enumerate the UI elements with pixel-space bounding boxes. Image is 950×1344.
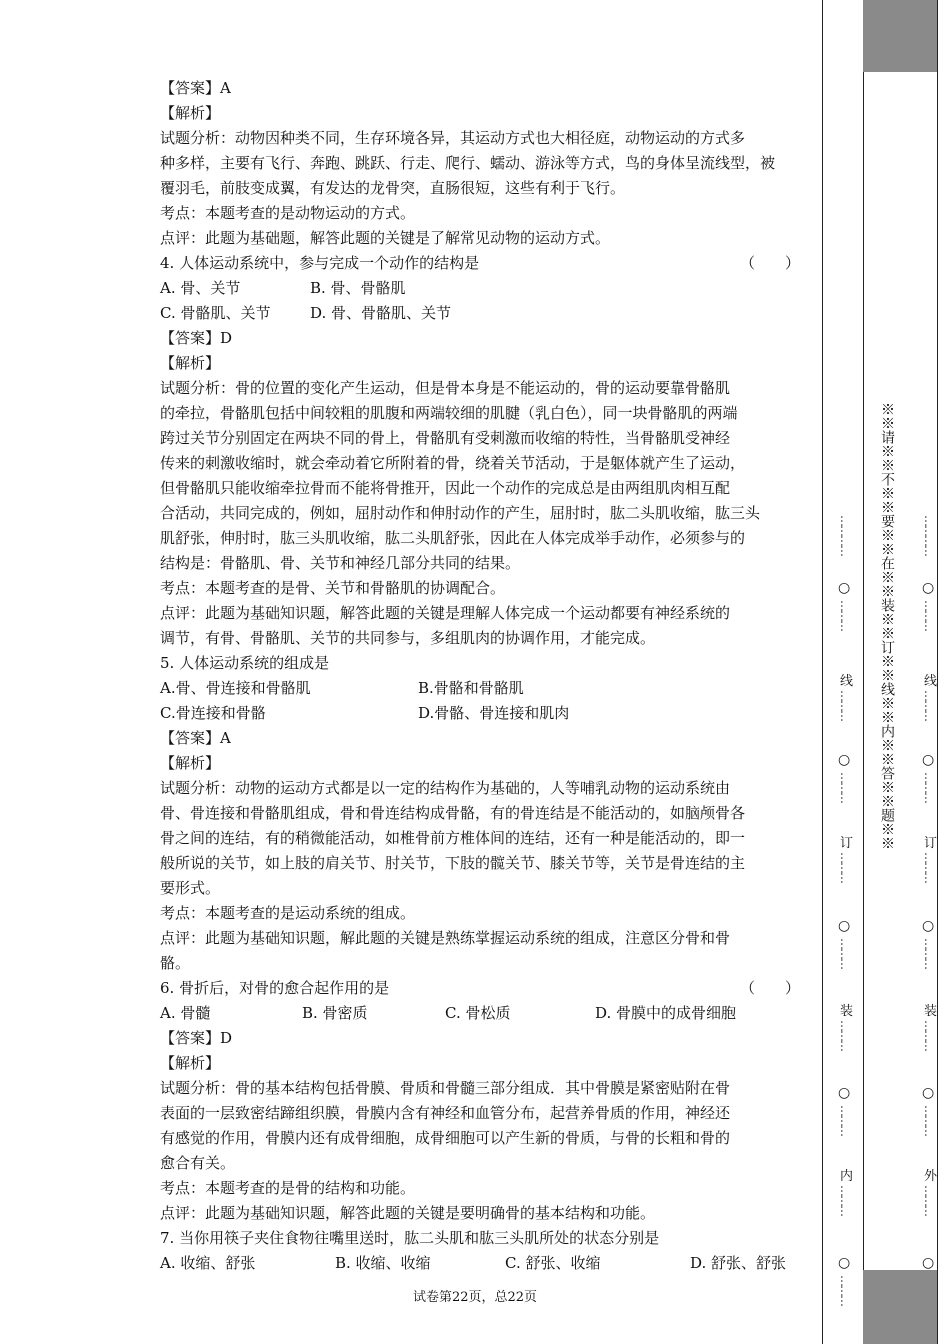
analysis-heading: 【解析】 xyxy=(160,1054,221,1072)
circle-mark: ○ xyxy=(922,1255,935,1271)
analysis-heading: 【解析】 xyxy=(160,754,221,772)
analysis-text: 肌舒张，伸肘时，肱三头肌收缩，肱二头肌舒张，因此在人体完成举手动作，必须参与的 xyxy=(160,529,746,547)
dotted-segment: ……… xyxy=(838,1105,852,1135)
inner-label-xian: 线 xyxy=(840,674,854,689)
dotted-segment: ……… xyxy=(922,1185,936,1215)
analysis-text: 试题分析：动物的运动方式都是以一定的结构作为基础的，人等哺乳动物的运动系统由 xyxy=(160,779,731,797)
circle-mark: ○ xyxy=(922,1085,935,1101)
analysis-text: 种多样，主要有飞行、奔跑、跳跃、行走、爬行、蠕动、游泳等方式，鸟的身体呈流线型，被 xyxy=(160,154,776,172)
document-body xyxy=(160,76,800,1276)
dotted-segment: ……… xyxy=(922,938,936,968)
circle-mark: ○ xyxy=(922,752,935,768)
dotted-segment: ……… xyxy=(922,852,936,882)
option-a: A. 骨、关节 xyxy=(160,279,241,297)
dotted-segment: ………… xyxy=(922,515,936,555)
inner-label-ding: 订 xyxy=(840,836,854,851)
answer-line: 【答案】D xyxy=(160,329,233,347)
dotted-segment: ……… xyxy=(838,852,852,882)
dianping-line: 点评：此题为基础知识题，解答此题的关键是要明确骨的基本结构和功能。 xyxy=(160,1204,656,1222)
binding-gray-bottom xyxy=(863,1270,937,1344)
kaodian-line: 考点：本题考查的是动物运动的方式。 xyxy=(160,204,416,222)
option-a: A. 骨髓 xyxy=(160,1004,211,1022)
inner-label-nei: 内 xyxy=(840,1169,854,1184)
analysis-text: 骨、骨连接和骨骼肌组成，骨和骨连结构成骨骼，有的骨连结是不能活动的，如脑颅骨各 xyxy=(160,804,746,822)
binding-notice: ※※请※※不※※要※※在※※装※※订※※线※※内※※答※※题※※ xyxy=(879,402,895,850)
q4-options-row2 xyxy=(160,301,800,326)
circle-mark: ○ xyxy=(838,918,851,934)
analysis-text: 试题分析：骨的基本结构包括骨膜、骨质和骨髓三部分组成．其中骨膜是紧密贴附在骨 xyxy=(160,1079,731,1097)
option-d: D. 骨、骨骼肌、关节 xyxy=(310,304,452,322)
answer-line: 【答案】D xyxy=(160,1029,233,1047)
option-b: B.骨骼和骨骼肌 xyxy=(418,679,524,697)
outer-label-xian: 线 xyxy=(924,674,938,689)
option-a: A. 收缩、舒张 xyxy=(160,1254,256,1272)
question-6-stem xyxy=(160,976,800,1001)
option-c: C. 骨骼肌、关节 xyxy=(160,304,271,322)
analysis-heading: 【解析】 xyxy=(160,354,221,372)
option-d: D. 骨膜中的成骨细胞 xyxy=(595,1004,737,1022)
binding-border-left xyxy=(822,0,823,1344)
q4-options-row1 xyxy=(160,276,800,301)
option-d: D.骨骼、骨连接和肌肉 xyxy=(418,704,570,722)
kaodian-line: 考点：本题考查的是骨、关节和骨骼肌的协调配合。 xyxy=(160,579,506,597)
dotted-segment: ……… xyxy=(838,600,852,630)
circle-mark: ○ xyxy=(922,918,935,934)
option-c: C.骨连接和骨骼 xyxy=(160,704,266,722)
option-d: D. 舒张、舒张 xyxy=(690,1254,787,1272)
question-7-stem: 7. 当你用筷子夹住食物往嘴里送时，肱二头肌和肱三头肌所处的状态分别是 xyxy=(160,1229,660,1247)
option-b: B. 骨密质 xyxy=(302,1004,368,1022)
analysis-text: 试题分析：骨的位置的变化产生运动，但是骨本身是不能运动的，骨的运动要靠骨骼肌 xyxy=(160,379,731,397)
dotted-segment: ……… xyxy=(838,1185,852,1215)
option-b: B. 收缩、收缩 xyxy=(335,1254,431,1272)
dotted-segment: ……… xyxy=(838,938,852,968)
inner-label-zhuang: 装 xyxy=(840,1004,854,1019)
analysis-text: 骨之间的连结，有的稍微能活动，如椎骨前方椎体间的连结，还有一种是能活动的，即一 xyxy=(160,829,746,847)
q7-options xyxy=(160,1251,800,1276)
option-b: B. 骨、骨骼肌 xyxy=(310,279,406,297)
kaodian-line: 考点：本题考查的是骨的结构和功能。 xyxy=(160,1179,416,1197)
binding-gray-top xyxy=(863,0,937,72)
analysis-text: 有感觉的作用，骨膜内还有成骨细胞，成骨细胞可以产生新的骨质，与骨的长粗和骨的 xyxy=(160,1129,731,1147)
question-stem: 6. 骨折后，对骨的愈合起作用的是 xyxy=(160,979,390,997)
analysis-heading: 【解析】 xyxy=(160,104,221,122)
option-c: C. 舒张、收缩 xyxy=(505,1254,601,1272)
analysis-text: 要形式。 xyxy=(160,879,221,897)
analysis-text: 表面的一层致密结蹄组织膜，骨膜内含有神经和血管分布，起营养骨质的作用，神经还 xyxy=(160,1104,731,1122)
answer-line: 【答案】A xyxy=(160,729,231,747)
dotted-segment: ……… xyxy=(922,1020,936,1050)
analysis-text: 跨过关节分别固定在两块不同的骨上，骨骼肌有受刺激而收缩的特性，当骨骼肌受神经 xyxy=(160,429,731,447)
dianping-line: 骼。 xyxy=(160,954,191,972)
q5-options-row1 xyxy=(160,676,800,701)
binding-border-right xyxy=(937,0,938,1344)
option-a: A.骨、骨连接和骨骼肌 xyxy=(160,679,311,697)
dianping-line: 点评：此题为基础题，解答此题的关键是了解常见动物的运动方式。 xyxy=(160,229,611,247)
dianping-line: 点评：此题为基础知识题，解答此题的关键是理解人体完成一个运动都要有神经系统的 xyxy=(160,604,731,622)
circle-mark: ○ xyxy=(838,1255,851,1271)
binding-border-mid xyxy=(863,0,864,1344)
option-c: C. 骨松质 xyxy=(445,1004,511,1022)
dotted-segment: ……… xyxy=(838,690,852,720)
circle-mark: ○ xyxy=(922,580,935,596)
q5-options-row2 xyxy=(160,701,800,726)
outer-label-ding: 订 xyxy=(924,836,938,851)
dotted-segment: ……… xyxy=(922,1105,936,1135)
kaodian-line: 考点：本题考查的是运动系统的组成。 xyxy=(160,904,416,922)
answer-paren: （ ） xyxy=(740,254,801,272)
question-4-stem xyxy=(160,251,800,276)
dianping-line: 点评：此题为基础知识题，解此题的关键是熟练掌握运动系统的组成，注意区分骨和骨 xyxy=(160,929,731,947)
dianping-line: 调节，有骨、骨骼肌、关节的共同参与，多组肌肉的协调作用，才能完成。 xyxy=(160,629,656,647)
dotted-segment: ………… xyxy=(838,515,852,555)
answer-line: 【答案】A xyxy=(160,79,231,97)
circle-mark: ○ xyxy=(838,580,851,596)
circle-mark: ○ xyxy=(838,1085,851,1101)
page-footer: 试卷第22页，总22页 xyxy=(412,1290,538,1305)
dotted-segment: ……… xyxy=(922,690,936,720)
circle-mark: ○ xyxy=(838,752,851,768)
analysis-text: 结构是：骨骼肌、骨、关节和神经几部分共同的结果。 xyxy=(160,554,521,572)
dotted-segment: ……… xyxy=(922,600,936,630)
analysis-text: 般所说的关节，如上肢的肩关节、肘关节，下肢的髋关节、膝关节等，关节是骨连结的主 xyxy=(160,854,746,872)
outer-label-zhuang: 装 xyxy=(924,1004,938,1019)
analysis-text: 的牵拉，骨骼肌包括中间较粗的肌腹和两端较细的肌腱（乳白色），同一块骨骼肌的两端 xyxy=(160,404,738,422)
q6-options xyxy=(160,1001,800,1026)
dotted-segment: ……… xyxy=(838,1275,852,1305)
analysis-text: 但骨骼肌只能收缩牵拉骨而不能将骨推开，因此一个动作的完成总是由两组肌肉相互配 xyxy=(160,479,731,497)
answer-paren: （ ） xyxy=(740,979,801,997)
analysis-text: 覆羽毛，前肢变成翼，有发达的龙骨突，直肠很短，这些有利于飞行。 xyxy=(160,179,626,197)
outer-label-wai: 外 xyxy=(924,1169,938,1184)
analysis-text: 传来的刺激收缩时，就会牵动着它所附着的骨，绕着关节活动，于是躯体就产生了运动， xyxy=(160,454,746,472)
analysis-text: 愈合有关。 xyxy=(160,1154,236,1172)
question-5-stem: 5. 人体运动系统的组成是 xyxy=(160,654,330,672)
dotted-segment: ……… xyxy=(838,772,852,802)
analysis-text: 合活动，共同完成的，例如，屈肘动作和伸肘动作的产生，屈肘时，肱二头肌收缩，肱三头 xyxy=(160,504,761,522)
dotted-segment: ……… xyxy=(838,1020,852,1050)
analysis-text: 试题分析：动物因种类不同，生存环境各异，其运动方式也大相径庭，动物运动的方式多 xyxy=(160,129,746,147)
dotted-segment: ……… xyxy=(922,772,936,802)
question-stem: 4. 人体运动系统中，参与完成一个动作的结构是 xyxy=(160,254,480,272)
